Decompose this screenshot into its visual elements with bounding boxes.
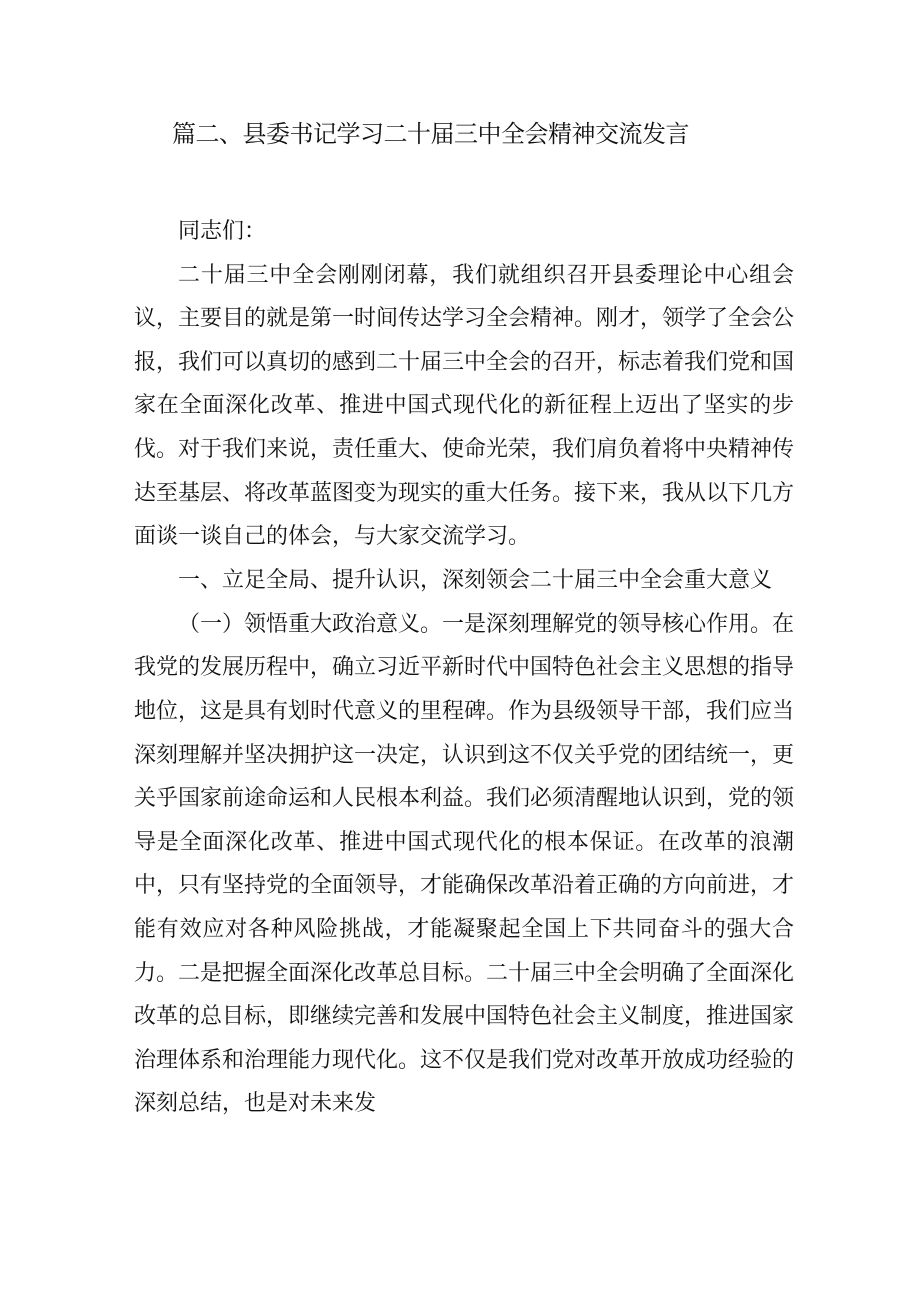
- section-heading: 一、立足全局、提升认识，深刻领会二十届三中全会重大意义: [178, 567, 773, 593]
- intro-paragraph: 二十届三中全会刚刚闭幕，我们就组织召开县委理论中心组会议，主要目的就是第一时间传达学习全会精神。刚才，领学了全会公报，我们可以真切的感到二十届三中全会的召开，标志着我们党和国家在全面深化改革、推进中国式现代化的新征程上迈出了坚实的步伐。对于我们来说，责任重大、使命光荣，我们肩负着将中央精神传达至基层、将改革蓝图变为现实的重大任务。接下来，我从以下几方面谈一谈自己的体会，与大家交流学习。: [134, 262, 795, 550]
- document-title: 篇二、县委书记学习二十届三中全会精神交流发言: [172, 120, 689, 148]
- greeting: 同志们：: [178, 219, 267, 244]
- section-paragraph: （一）领悟重大政治意义。一是深刻理解党的领导核心作用。在我党的发展历程中，确立习近平新时代中国特色社会主义思想的指导地位，这是具有划时代意义的里程碑。作为县级领导干部，我们应当深刻理解并坚决拥护这一决定，认识到这不仅关乎党的团结统一，更关乎国家前途命运和人民根本利益。我们必须清醒地认识到，党的领导是全面深化改革、推进中国式现代化的根本保证。在改革的浪潮中，只有坚持党的全面领导，才能确保改革沿着正确的方向前进，才能有效应对各种风险挑战，才能凝聚起全国上下共同奋斗的强大合力。二是把握全面深化改革总目标。二十届三中全会明确了全面深化改革的总目标，即继续完善和发展中国特色社会主义制度，推进国家治理体系和治理能力现代化。这不仅是我们党对改革开放成功经验的深刻总结，也是对未来发: [134, 611, 795, 1117]
- document-body: [134, 210, 794, 1126]
